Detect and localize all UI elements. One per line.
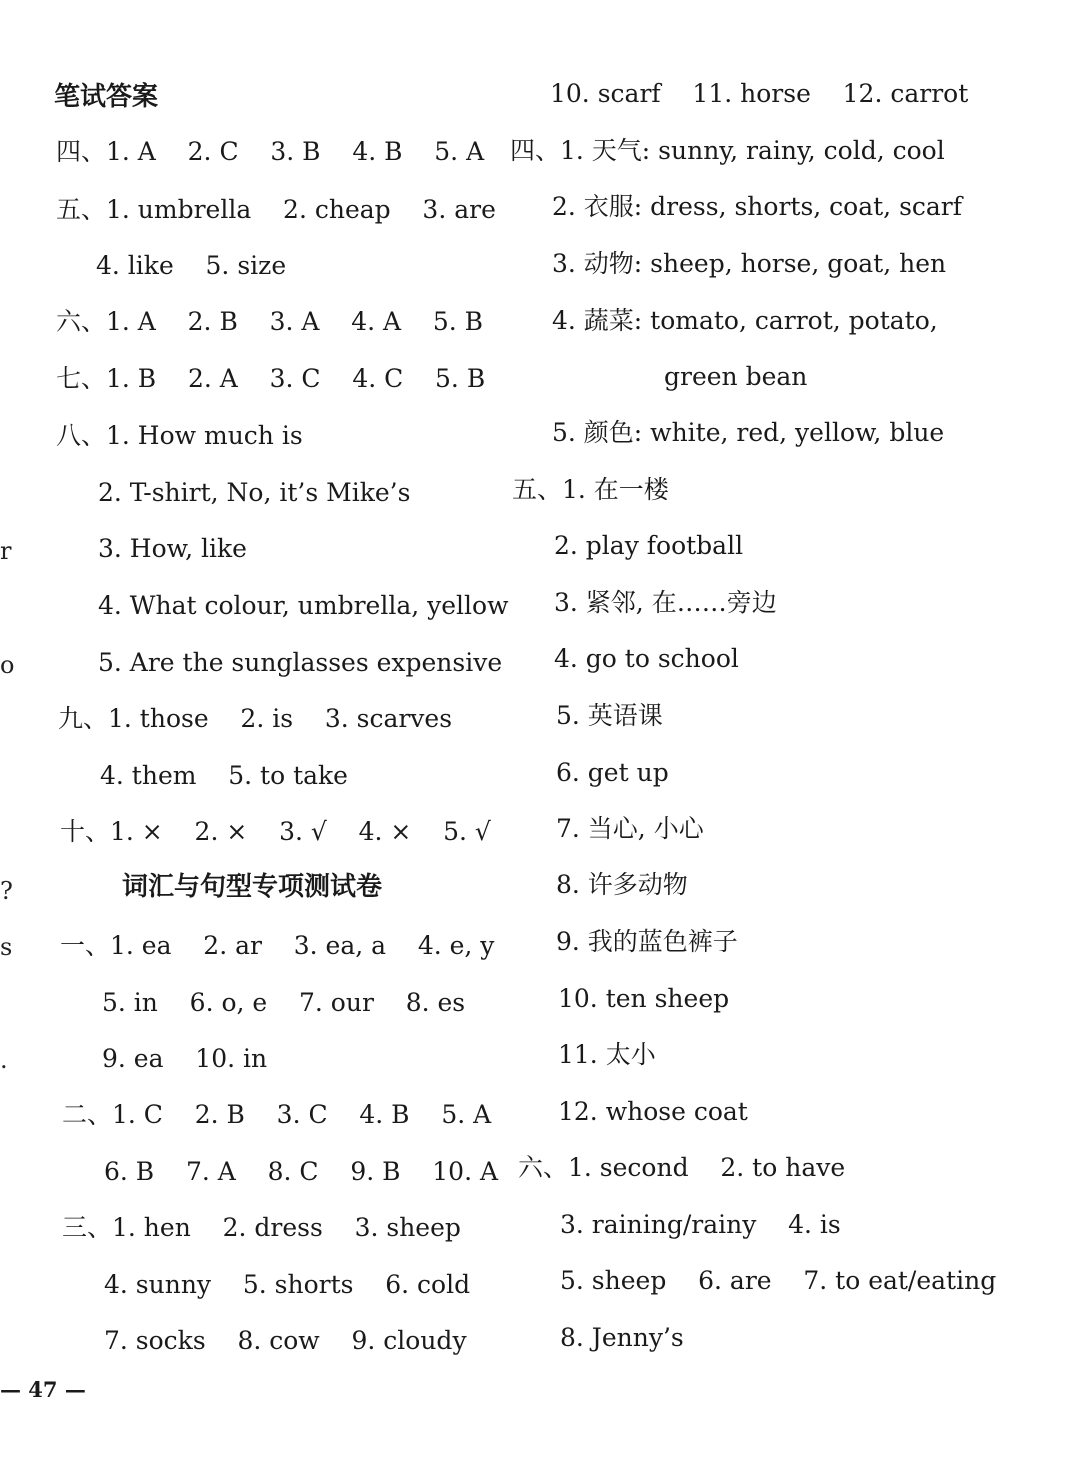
answer-line: 5. in 6. o, e 7. our 8. es xyxy=(102,988,466,1017)
section-heading-vocab-test: 词汇与句型专项测试卷 xyxy=(122,872,383,902)
answer-line: 2. play football xyxy=(554,531,744,560)
answer-line: 八、1. How much is xyxy=(56,421,303,450)
answer-line: 12. whose coat xyxy=(558,1097,748,1126)
answer-line: 一、1. ea 2. ar 3. ea, a 4. e, y xyxy=(60,931,495,960)
answer-line: 9. ea 10. in xyxy=(102,1044,268,1073)
answer-line: 十、1. × 2. × 3. √ 4. × 5. √ xyxy=(60,817,491,846)
answer-line: 六、1. second 2. to have xyxy=(518,1153,846,1182)
answer-line: 4. What colour, umbrella, yellow xyxy=(98,591,509,620)
answer-line: 4. sunny 5. shorts 6. cold xyxy=(104,1270,471,1299)
edge-fragment: s xyxy=(0,933,13,961)
answer-line: 3. How, like xyxy=(98,534,247,563)
answer-line: 二、1. C 2. B 3. C 4. B 5. A xyxy=(62,1100,492,1129)
answer-line: 5. Are the sunglasses expensive xyxy=(98,648,503,677)
answer-line: 9. 我的蓝色裤子 xyxy=(556,927,738,956)
answer-line: 六、1. A 2. B 3. A 4. A 5. B xyxy=(56,307,484,336)
answer-line: 四、1. A 2. C 3. B 4. B 5. A xyxy=(56,137,485,166)
answer-line: 2. 衣服: dress, shorts, coat, scarf xyxy=(552,192,963,221)
answer-line: 七、1. B 2. A 3. C 4. C 5. B xyxy=(56,364,486,393)
answer-line: 7. socks 8. cow 9. cloudy xyxy=(104,1326,467,1355)
answer-line: 2. T-shirt, No, it’s Mike’s xyxy=(98,478,411,507)
section-heading-written-answers: 笔试答案 xyxy=(54,82,159,112)
edge-fragment: o xyxy=(0,651,15,679)
answer-line: 4. 蔬菜: tomato, carrot, potato, xyxy=(552,306,938,335)
answer-line: 4. like 5. size xyxy=(96,251,287,280)
answer-line: 6. get up xyxy=(556,758,669,787)
answer-line: 11. 太小 xyxy=(558,1040,656,1069)
answer-line: 8. Jenny’s xyxy=(560,1323,684,1352)
answer-line: 4. go to school xyxy=(554,644,739,673)
answer-line: 7. 当心, 小心 xyxy=(556,814,704,843)
answer-line: 九、1. those 2. is 3. scarves xyxy=(58,704,453,733)
answer-line: 三、1. hen 2. dress 3. sheep xyxy=(62,1213,461,1242)
edge-fragment: ? xyxy=(0,877,13,905)
answer-line: 3. raining/rainy 4. is xyxy=(560,1210,841,1239)
answer-line: 8. 许多动物 xyxy=(556,870,688,899)
answer-line: 10. scarf 11. horse 12. carrot xyxy=(550,79,969,108)
answer-line: 3. 动物: sheep, horse, goat, hen xyxy=(552,249,947,278)
answer-line: 四、1. 天气: sunny, rainy, cold, cool xyxy=(510,136,945,165)
answer-line: 4. them 5. to take xyxy=(100,761,348,790)
page-number: — 47 — xyxy=(0,1377,86,1402)
answer-line: 5. 颜色: white, red, yellow, blue xyxy=(552,418,945,447)
answer-line: 5. sheep 6. are 7. to eat/eating xyxy=(560,1266,997,1295)
answer-line: green bean xyxy=(664,362,808,391)
answer-line: 5. 英语课 xyxy=(556,701,663,730)
answer-line: 五、1. umbrella 2. cheap 3. are xyxy=(56,195,496,224)
edge-fragment: r xyxy=(0,537,12,565)
edge-fragment: . xyxy=(0,1046,8,1074)
answer-line: 五、1. 在一楼 xyxy=(512,475,669,504)
answer-line: 6. B 7. A 8. C 9. B 10. A xyxy=(104,1157,499,1186)
answer-line: 3. 紧邻, 在……旁边 xyxy=(554,588,777,617)
answer-line: 10. ten sheep xyxy=(558,984,730,1013)
